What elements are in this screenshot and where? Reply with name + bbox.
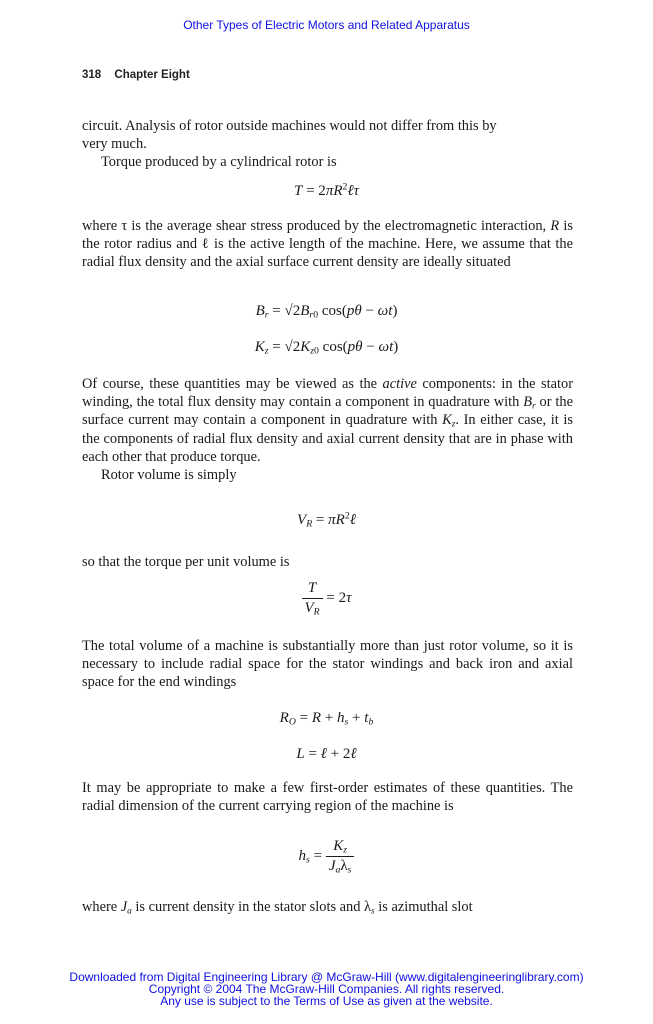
equation-rotor-volume: $V_R$ = $\pi R^2\ell$ (297, 510, 356, 530)
subscript-r: r (532, 401, 536, 412)
text-run: components: in the stator winding, the total flux density may contain a component in quadrature with (82, 376, 573, 411)
text-run: where τ is the average shear stress produced by the electromagnetic interaction, (82, 218, 551, 234)
paragraph-rotor-volume: Rotor volume is simply (101, 467, 237, 484)
subscript-s: s (371, 906, 375, 917)
paragraph-line: very much. (82, 136, 147, 153)
text-run: or the surface current may contain a component in quadrature with (82, 394, 574, 429)
text-run: is current density in the stator slots and λ (131, 899, 372, 915)
fraction: $\frac{K_z}{J_a\lambda_s}$ (326, 838, 355, 875)
paragraph-torque-per-volume: so that the torque per unit volume is (82, 554, 290, 570)
subscript-a: a (127, 906, 132, 917)
equation-flux-density: $B_r = √2B_{r0}$ cos(pθ − ωt) (255, 303, 398, 321)
symbol-r: R (550, 218, 560, 234)
symbol-j: J (120, 899, 128, 915)
equation-slot-depth: $h_s$ = $\frac{K_z}{J_a\lambda_s}$ (0, 838, 653, 875)
paragraph-shear-stress (82, 217, 573, 272)
footer-copyright: Copyright © 2004 The McGraw-Hill Companies. All rights reserved. (148, 982, 505, 996)
equation-outer-radius: $R_O = R + h_s + t_b$ (279, 710, 374, 728)
symbol-b: B (523, 394, 532, 411)
text-run: is azimuthal slot (374, 899, 473, 915)
chapter-label: Chapter Eight (114, 69, 190, 81)
paragraph-torque-intro: Torque produced by a cylindrical rotor is (101, 154, 337, 171)
subscript-z: z (451, 419, 456, 430)
emphasis-active: active (382, 376, 417, 392)
paragraph-machine-volume: The total volume of a machine is substantially more than just rotor volume, so it is necessary to include radial space for the stator windings and back iron and axial space for the end windings (82, 638, 573, 691)
text-run: where (82, 899, 121, 915)
text-run: Of course, these quantities may be viewed as the (82, 376, 383, 392)
running-header: Other Types of Electric Motors and Related Apparatus (183, 18, 470, 32)
paragraph-line: circuit. Analysis of rotor outside machines would not differ from this by (82, 118, 497, 134)
page-number: 318 (82, 69, 102, 81)
paragraph-estimates: It may be appropriate to make a few first-order estimates of these quantities. The radial dimension of the current carrying region of the machine is (82, 780, 573, 815)
paragraph-current-density (82, 898, 573, 916)
symbol-k: K (442, 412, 452, 429)
equation-surface-current: $K_z = √2K_{z0}$ cos(pθ − ωt) (254, 339, 399, 357)
equation-length: L = ℓ + 2ℓ (296, 746, 357, 762)
paragraph-intro (82, 117, 573, 172)
text-run: . In either case, it is the components of radial flux density and axial current density that are in phase with each other that produce torque. (82, 412, 573, 465)
equation-torque-density: $\frac{T}{V_R}$ = 2τ (0, 580, 653, 617)
page-heading (82, 69, 190, 81)
equation-torque: $T = 2\pi R^2\ell\tau$ (294, 181, 359, 199)
fraction: $\frac{T}{V_R}$ (302, 580, 323, 617)
paragraph-active-components (82, 375, 573, 484)
footer-terms: Any use is subject to the Terms of Use as given at the website. (160, 994, 493, 1008)
text-run: is the rotor radius and ℓ is the active length of the machine. Here, we assume that the radial flux density and the axial surface current density are ideally situated (82, 218, 573, 271)
download-link[interactable]: Downloaded from Digital Engineering Library @ McGraw-Hill (www.digitalengineeringlibrary.com) (69, 970, 584, 984)
